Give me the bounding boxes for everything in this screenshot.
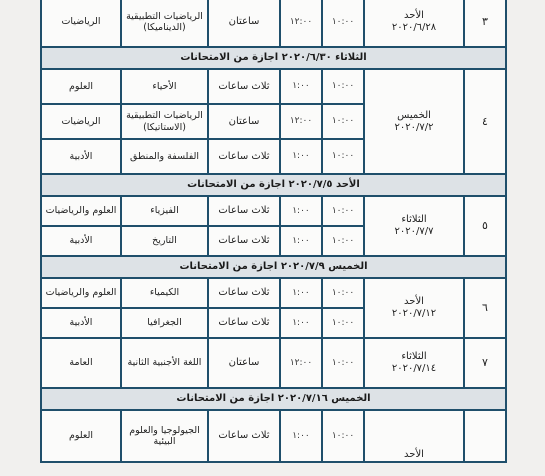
table-row bbox=[41, 0, 506, 47]
day-date-cell bbox=[364, 410, 464, 462]
duration: ثلاث ساعات bbox=[208, 69, 280, 104]
row-number: ٧ bbox=[464, 338, 506, 388]
duration: ثلاث ساعات bbox=[208, 278, 280, 308]
day-date-cell bbox=[364, 0, 464, 47]
day-name: الخميس bbox=[397, 109, 431, 121]
duration: ساعتان bbox=[208, 104, 280, 139]
department: العلوم والرياضيات bbox=[41, 196, 121, 226]
holiday-row bbox=[41, 256, 506, 278]
holiday-notice: الخميس ٢٠٢٠/٧/١٦ اجازة من الامتحانات bbox=[41, 388, 506, 410]
duration: ساعتان bbox=[208, 0, 280, 47]
exam-date: ٢٠٢٠/٧/٢ bbox=[394, 121, 434, 133]
table-row bbox=[41, 69, 506, 104]
day-date-cell bbox=[364, 69, 464, 174]
day-date-cell bbox=[364, 338, 464, 388]
start-time: ١٠:٠٠ bbox=[322, 0, 364, 47]
end-time: ١:٠٠ bbox=[280, 226, 322, 256]
exam-schedule-sheet bbox=[40, 0, 505, 476]
start-time: ١٠:٠٠ bbox=[322, 104, 364, 139]
table-row bbox=[41, 278, 506, 308]
day-date-cell bbox=[364, 196, 464, 256]
department: العلوم والرياضيات bbox=[41, 278, 121, 308]
end-time: ١٢:٠٠ bbox=[280, 0, 322, 47]
row-number: ٦ bbox=[464, 278, 506, 338]
department: الأدبية bbox=[41, 308, 121, 338]
end-time: ١:٠٠ bbox=[280, 139, 322, 174]
day-name: الثلاثاء bbox=[401, 351, 427, 362]
exam-date: ٢٠٢٠/٧/٧ bbox=[394, 226, 434, 237]
day-date-cell bbox=[364, 278, 464, 338]
day-name: الثلاثاء bbox=[401, 214, 427, 225]
duration: ثلاث ساعات bbox=[208, 226, 280, 256]
table-row bbox=[41, 338, 506, 388]
start-time: ١٠:٠٠ bbox=[322, 226, 364, 256]
subject: التاريخ bbox=[121, 226, 208, 256]
start-time: ١٠:٠٠ bbox=[322, 278, 364, 308]
end-time: ١:٠٠ bbox=[280, 196, 322, 226]
department: العلوم bbox=[41, 410, 121, 462]
subject: الفيزياء bbox=[121, 196, 208, 226]
duration: ثلاث ساعات bbox=[208, 308, 280, 338]
subject: الرياضيات التطبيقية (الديناميكا) bbox=[121, 0, 208, 47]
exam-date: ٢٠٢٠/٧/١٢ bbox=[391, 308, 437, 319]
department: الرياضيات bbox=[41, 104, 121, 139]
exam-date: ٢٠٢٠/٦/٢٨ bbox=[391, 22, 437, 33]
row-number: ٥ bbox=[464, 196, 506, 256]
subject: الفلسفة والمنطق bbox=[121, 139, 208, 174]
department: العلوم bbox=[41, 69, 121, 104]
start-time: ١٠:٠٠ bbox=[322, 308, 364, 338]
table-row bbox=[41, 196, 506, 226]
end-time: ١:٠٠ bbox=[280, 69, 322, 104]
duration: ثلاث ساعات bbox=[208, 410, 280, 462]
department: العامة bbox=[41, 338, 121, 388]
duration: ثلاث ساعات bbox=[208, 196, 280, 226]
subject: الجيولوجيا والعلوم البيئية bbox=[121, 410, 208, 462]
holiday-notice: الخميس ٢٠٢٠/٧/٩ اجازة من الامتحانات bbox=[41, 256, 506, 278]
department: الأدبية bbox=[41, 226, 121, 256]
start-time: ١٠:٠٠ bbox=[322, 69, 364, 104]
day-name: الأحد bbox=[404, 296, 424, 307]
row-number: ٤ bbox=[464, 69, 506, 174]
holiday-notice: الثلاثاء ٢٠٢٠/٦/٣٠ اجازة من الامتحانات bbox=[41, 47, 506, 69]
duration: ساعتان bbox=[208, 338, 280, 388]
holiday-row bbox=[41, 47, 506, 69]
row-number: ٣ bbox=[464, 0, 506, 47]
department: الرياضيات bbox=[41, 0, 121, 47]
holiday-row bbox=[41, 174, 506, 196]
end-time: ١:٠٠ bbox=[280, 308, 322, 338]
end-time: ١:٠٠ bbox=[280, 410, 322, 462]
end-time: ١٢:٠٠ bbox=[280, 104, 322, 139]
start-time: ١٠:٠٠ bbox=[322, 139, 364, 174]
start-time: ١٠:٠٠ bbox=[322, 410, 364, 462]
duration: ثلاث ساعات bbox=[208, 139, 280, 174]
row-number bbox=[464, 410, 506, 462]
end-time: ١٢:٠٠ bbox=[280, 338, 322, 388]
start-time: ١٠:٠٠ bbox=[322, 338, 364, 388]
holiday-notice: الأحد ٢٠٢٠/٧/٥ اجازة من الامتحانات bbox=[41, 174, 506, 196]
subject: الأحياء bbox=[121, 69, 208, 104]
end-time: ١:٠٠ bbox=[280, 278, 322, 308]
subject: الجغرافيا bbox=[121, 308, 208, 338]
exam-schedule-table bbox=[40, 0, 507, 463]
holiday-row bbox=[41, 388, 506, 410]
subject: اللغة الأجنبية الثانية bbox=[121, 338, 208, 388]
department: الأدبية bbox=[41, 139, 121, 174]
subject: الرياضيات التطبيقية (الاستاتيكا) bbox=[121, 104, 208, 139]
day-name: الأحد bbox=[404, 10, 424, 21]
start-time: ١٠:٠٠ bbox=[322, 196, 364, 226]
day-name: الأحد bbox=[404, 449, 424, 460]
exam-date: ٢٠٢٠/٧/١٤ bbox=[391, 363, 437, 374]
subject: الكيمياء bbox=[121, 278, 208, 308]
table-row bbox=[41, 410, 506, 462]
